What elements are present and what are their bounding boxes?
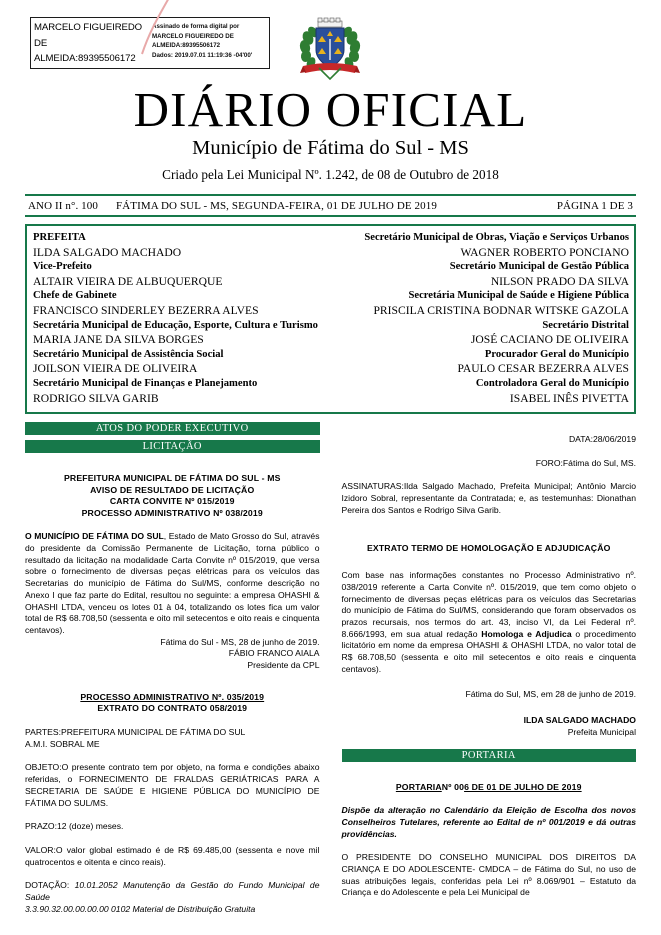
contrato-dotacao bbox=[25, 880, 320, 903]
assinaturas-value: Ilda Salgado Machado, Prefeita Municipal; Antônio Marcio Izidoro Sobral, representante da Contratada; e, as testemunhas: Dionathan Pereira dos Santos e Rodrigo Silva Garib. bbox=[341, 481, 636, 515]
signature-detail-line-3: ALMEIDA:89395506172 bbox=[152, 42, 221, 50]
official-name: MARIA JANE DA SILVA BORGES bbox=[33, 333, 204, 347]
aviso-lead-text: O MUNICÍPIO DE FÁTIMA DO SUL bbox=[25, 531, 164, 542]
banner-atos-poder-executivo: ATOS DO PODER EXECUTIVO bbox=[25, 422, 320, 435]
valor-text: O valor global estimado é de R$ 69.485,00 (sessenta e nove mil quatrocentos e oitenta e cinco reais). bbox=[25, 844, 320, 867]
digital-signature-stamp bbox=[30, 17, 270, 69]
contrato-partes bbox=[25, 727, 320, 739]
page-title: DIÁRIO OFICIAL bbox=[133, 82, 528, 137]
contrato-extrato-number: EXTRATO DO CONTRATO 058/2019 bbox=[97, 703, 248, 714]
content-columns bbox=[25, 422, 636, 915]
prazo-text: 12 (doze) meses. bbox=[57, 821, 124, 832]
contrato-objeto bbox=[25, 762, 320, 809]
contrato-foro bbox=[342, 458, 637, 470]
aviso-body-text: , Estado de Mato Grosso do Sul, através do presidente da Comissão Permanente de Licitação, torna público o resultado da licitação na modalidade Carta Convite nº 015/2019, que versa sobre o fornecimento de diversas peças elétricas para os veículos das Secretarias do município de Fátima do Sul/MS, conforme descrição no Anexo I que faz parte do Edital, resultou no seguinte: a empresa OHASHI & OHASHI LTDA, venceu os lotes 01 à 04, totalizando os lotes fica um valor total de R$ 68.708,50 (sessenta e oito mil setecentos e oito reais e cinquenta centavos). bbox=[25, 531, 320, 635]
official-role: Secretário Municipal de Obras, Viação e Serviços Urbanos bbox=[364, 232, 629, 243]
edition-number: ANO II n°. 100 bbox=[28, 199, 98, 212]
signature-detail-line-4: Dados: 2019.07.01 11:19:36 -04'00' bbox=[152, 51, 253, 59]
coat-of-arms-icon bbox=[297, 16, 363, 88]
official-role: PREFEITA bbox=[33, 232, 86, 243]
official-role: Secretário Municipal de Finanças e Planejamento bbox=[33, 377, 258, 389]
homologacao-text-part-2: o procedimento licitatório em nome da empresa OHASHI & OHASHI LTDA, no valor total de R$ 68.708,50 (sessenta e oito mil setecentos e oito reais e cinquenta centavos). bbox=[341, 628, 637, 674]
portaria-heading-rest: 6 DE 01 DE JULHO DE 2019 bbox=[464, 781, 582, 792]
homologacao-text-part-1: Com base nas informações constantes no Processo Administrativo nº. 038/2019 referente a Carta Convite nº. 015/2019, que tem como objeto o fornecimento de diversas peças elétricas para os veículos das Secretarias do município de Fátima do Sul/MS, considerando que foram observados os prazos recursais, nos termos do art. 43, inciso VI, da Lei Federal nº. 8.666/1993, em sua atual redação bbox=[341, 570, 636, 639]
official-role: Procurador Geral do Município bbox=[484, 348, 629, 360]
homologacao-body bbox=[342, 570, 637, 675]
portaria-heading-prefix: PORTARIA bbox=[395, 781, 442, 792]
contrato-data bbox=[342, 434, 637, 446]
edition-page-count: PÁGINA 1 DE 3 bbox=[556, 199, 633, 212]
prazo-label: PRAZO: bbox=[25, 821, 57, 832]
official-name: JOILSON VIEIRA DE OLIVEIRA bbox=[33, 362, 198, 376]
official-name: WAGNER ROBERTO PONCIANO bbox=[460, 245, 629, 259]
official-name: ILDA SALGADO MACHADO bbox=[33, 245, 182, 259]
signature-detail-line-2: MARCELO FIGUEIREDO DE bbox=[152, 32, 234, 40]
official-name: PRISCILA CRISTINA BODNAR WITSKE GAZOLA bbox=[373, 303, 629, 317]
homologacao-bold-phrase: Homologa e Adjudica bbox=[481, 628, 572, 639]
partes-line-1: PREFEITURA MUNICIPAL DE FÁTIMA DO SUL bbox=[60, 727, 246, 737]
aviso-heading-line-2: AVISO DE RESULTADO DE LICITAÇÃO bbox=[90, 484, 255, 495]
official-role: Chefe de Gabinete bbox=[33, 290, 117, 302]
assinaturas-label: ASSINATURAS: bbox=[341, 481, 404, 492]
homologacao-signer-name: ILDA SALGADO MACHADO bbox=[523, 715, 636, 726]
contrato-valor bbox=[25, 845, 320, 868]
dotacao-label: DOTAÇÃO: bbox=[25, 880, 75, 891]
partes-label: PARTES: bbox=[25, 727, 61, 737]
foro-label: FORO: bbox=[535, 457, 563, 468]
official-name: ISABEL INÊS PIVETTA bbox=[509, 391, 629, 405]
column-right bbox=[331, 422, 637, 915]
homologacao-heading: EXTRATO TERMO DE HOMOLOGAÇÃO E ADJUDICAÇÃO bbox=[366, 542, 611, 553]
foro-value: Fátima do Sul, MS. bbox=[562, 457, 636, 468]
contrato-prazo bbox=[25, 821, 320, 833]
official-name: JOSÉ CACIANO DE OLIVEIRA bbox=[470, 333, 629, 347]
official-role: Secretário Distrital bbox=[542, 319, 629, 331]
portaria-heading bbox=[342, 782, 637, 794]
partes-line-2: A.M.I. SOBRAL ME bbox=[25, 738, 100, 749]
aviso-heading-line-3: CARTA CONVITE Nº 015/2019 bbox=[109, 496, 235, 507]
aviso-place-date: Fátima do Sul - MS, 28 de junho de 2019. bbox=[160, 636, 320, 647]
objeto-text: O presente contrato tem por objeto, na forma e condições abaixo referidas, o FORNECIMENTO DE FRALDAS GERIÁTRICAS PARA A SECRETARIA DE SAÚDE E HIGIENE PÚBLICA DO MUNICÍPIO DE FÁTIMA DO SUL/MS. bbox=[25, 762, 320, 808]
aviso-signer-name: FÁBIO FRANCO AIALA bbox=[228, 648, 320, 659]
objeto-label: OBJETO: bbox=[25, 762, 62, 773]
column-left bbox=[25, 422, 331, 915]
officials-column-left bbox=[27, 230, 331, 408]
aviso-heading-line-1: PREFEITURA MUNICIPAL DE FÁTIMA DO SUL - MS bbox=[63, 473, 281, 483]
signature-detail-line-1: Assinado de forma digital por bbox=[152, 23, 240, 30]
official-role: Vice-Prefeito bbox=[33, 261, 92, 273]
homologacao-signer-role: Prefeita Municipal bbox=[567, 726, 636, 737]
data-value: 28/06/2019 bbox=[592, 434, 636, 444]
edition-bar bbox=[25, 194, 636, 217]
valor-label: VALOR: bbox=[25, 844, 56, 855]
official-role: Secretária Municipal de Saúde e Higiene Pública bbox=[408, 290, 629, 302]
portaria-ementa: Dispõe da alteração no Calendário da Eleição de Escolha dos novos Conselheiros Tutelares, referente ao Edital de nº 001/2019 e dá outras providências. bbox=[341, 805, 636, 839]
aviso-heading-line-4: PROCESSO ADMINISTRATIVO Nº 038/2019 bbox=[81, 507, 263, 518]
contrato-assinaturas bbox=[342, 481, 637, 516]
edition-place-date: FÁTIMA DO SUL - MS, SEGUNDA-FEIRA, 01 DE JULHO DE 2019 bbox=[116, 199, 437, 212]
homologacao-place-date: Fátima do Sul, MS, em 28 de junho de 2019. bbox=[465, 689, 636, 700]
contrato-processo-number: PROCESSO ADMINISTRATIVO Nº. 035/2019 bbox=[80, 691, 265, 702]
official-name: NILSON PRADO DA SILVA bbox=[490, 274, 629, 288]
aviso-signer-role: Presidente da CPL bbox=[247, 660, 320, 671]
official-role: Secretário Municipal de Assistência Social bbox=[33, 348, 224, 360]
banner-licitacao: LICITAÇÃO bbox=[25, 440, 320, 453]
dotacao-line-1: 10.01.2052 Manutenção da Gestão do Fundo Municipal de Saúde bbox=[25, 880, 320, 903]
data-label: DATA: bbox=[568, 434, 593, 444]
dotacao-line-2: 3.3.90.32.00.00.00.00 0102 Material de Distribuição Gratuita bbox=[25, 903, 256, 914]
officials-box bbox=[25, 224, 636, 414]
official-name: RODRIGO SILVA GARIB bbox=[33, 391, 159, 405]
signature-details bbox=[149, 18, 269, 68]
masthead-subtitle: Município de Fátima do Sul - MS bbox=[192, 137, 469, 159]
signature-name: MARCELO FIGUEIREDO DE ALMEIDA:89395506172 bbox=[34, 22, 143, 64]
officials-column-right bbox=[331, 230, 635, 408]
official-role: Controladora Geral do Município bbox=[475, 377, 629, 389]
official-name: FRANCISCO SINDERLEY BEZERRA ALVES bbox=[33, 303, 259, 317]
portaria-heading-number-prefix: Nº 00 bbox=[441, 781, 465, 792]
masthead-created-by: Criado pela Lei Municipal Nº. 1.242, de 08 de Outubro de 2018 bbox=[162, 167, 499, 182]
contrato-heading bbox=[25, 692, 320, 715]
official-role: Secretário Municipal de Gestão Pública bbox=[449, 261, 629, 273]
aviso-body-paragraph bbox=[25, 531, 320, 636]
portaria-body: O PRESIDENTE DO CONSELHO MUNICIPAL DOS DIREITOS DA CRIANÇA E DO ADOLESCENTE- CMDCA – de Fátima do Sul, no uso de suas atribuições legais, conferidas pela Lei nº 8.069/901 – Estatuto da Criança e do Adolescente e pela Lei Municipal de bbox=[341, 852, 636, 898]
official-role: Secretária Municipal de Educação, Esporte, Cultura e Turismo bbox=[33, 319, 318, 331]
banner-portaria: PORTARIA bbox=[342, 749, 637, 762]
aviso-heading bbox=[25, 473, 320, 519]
official-name: ALTAIR VIEIRA DE ALBUQUERQUE bbox=[33, 274, 223, 288]
official-name: PAULO CESAR BEZERRA ALVES bbox=[457, 362, 629, 376]
